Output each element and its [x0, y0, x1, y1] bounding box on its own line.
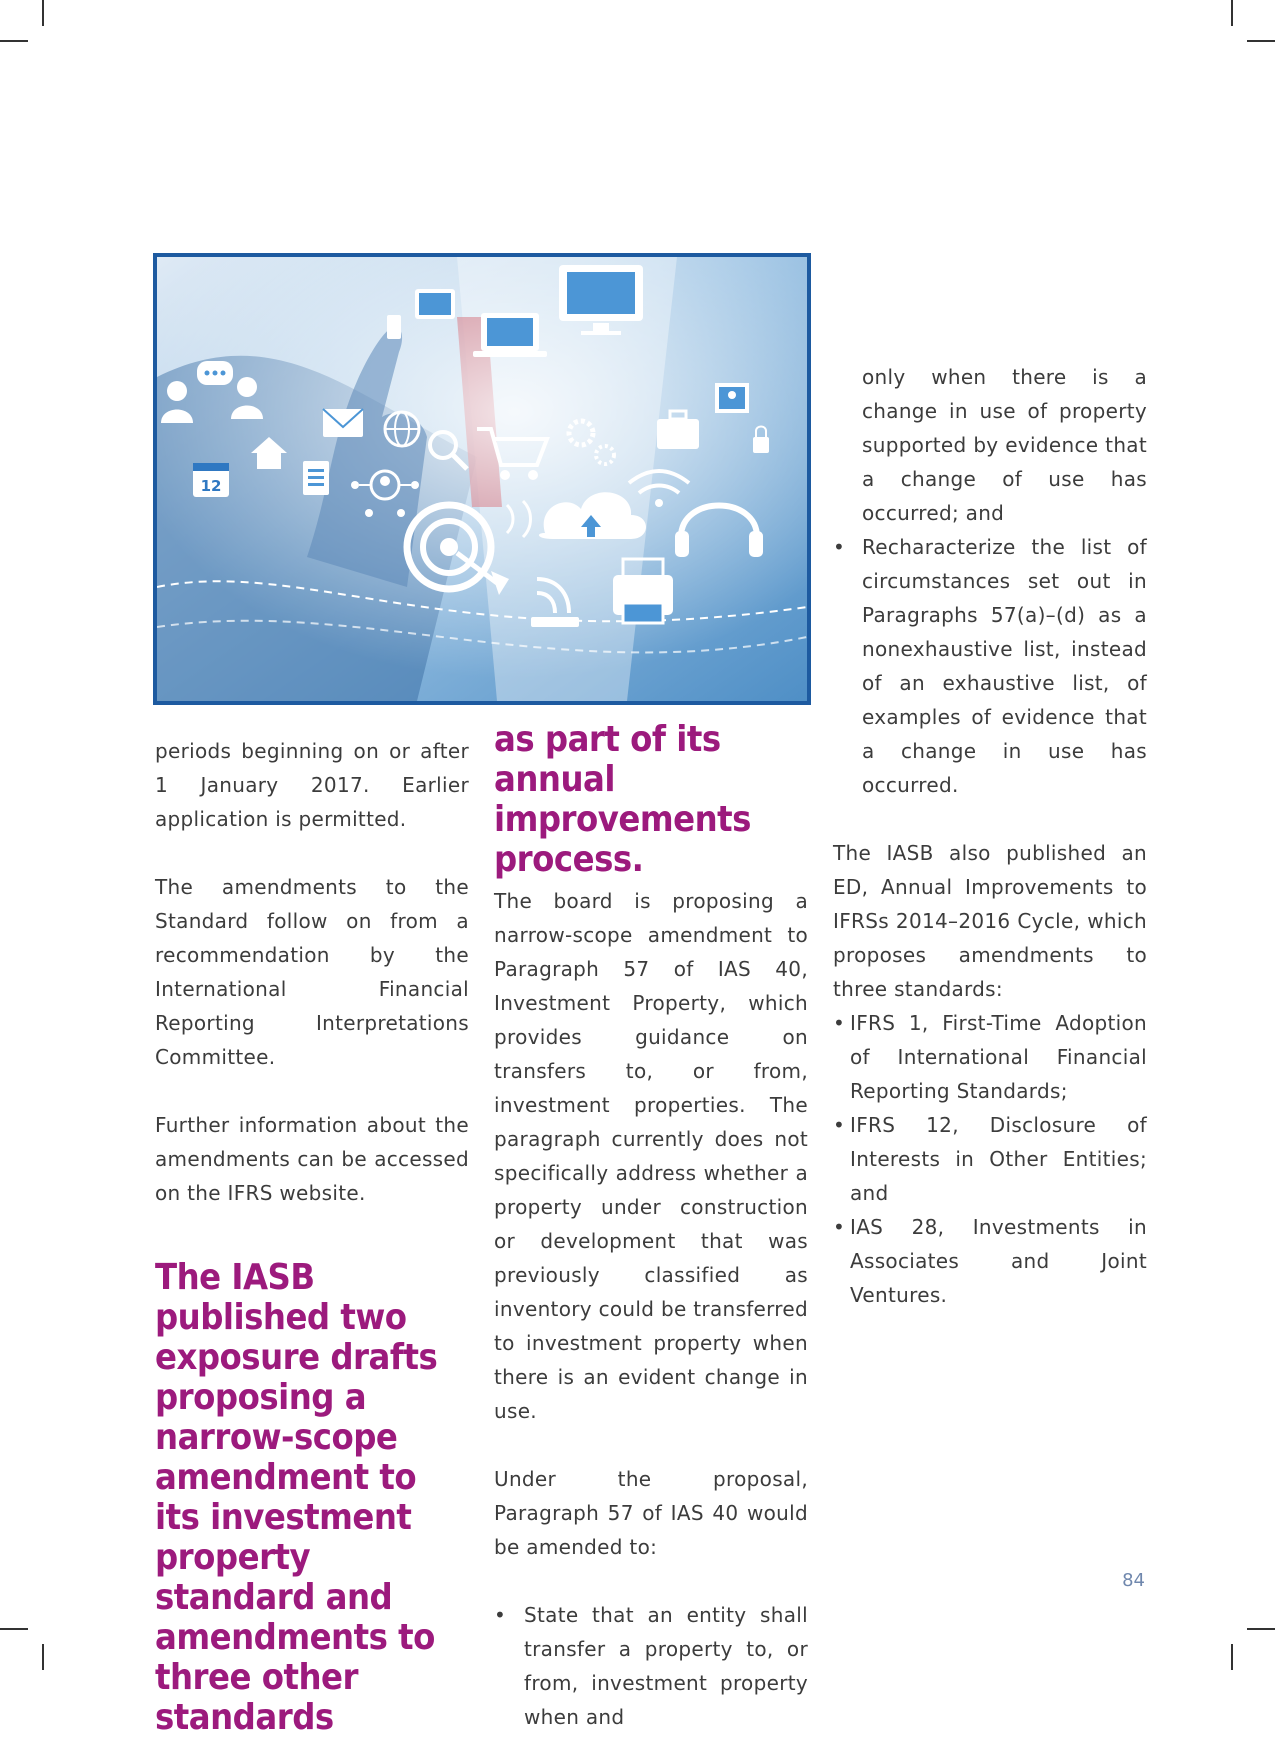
crop-mark [0, 40, 28, 42]
chat-icon [197, 361, 233, 385]
paragraph: The amendments to the Standard follow on from a recommendation by the International Financial Reporting Interpretations Committee. [155, 875, 469, 1069]
column-2 [494, 720, 808, 1734]
laptop-icon [473, 313, 547, 357]
list-item-continued: only when there is a change in use of property supported by evidence that a change of use has occurred; and [862, 365, 1147, 525]
crop-mark [1247, 40, 1275, 42]
calendar-icon [193, 463, 229, 497]
column-1 [155, 734, 469, 1738]
section-heading: The IASB published two exposure drafts proposing a narrow-scope amendment to its investment property standard and amendments to three other standards [155, 1257, 438, 1738]
paragraph: Further information about the amendments can be accessed on the IFRS website. [155, 1113, 469, 1205]
crop-mark [1247, 1628, 1275, 1630]
photo-icon [715, 383, 749, 413]
list-item: • IFRS 12, Disclosure of Interests in Other Entities; and [833, 1113, 1147, 1205]
section-heading-continued: as part of its annual improvements process. [494, 719, 751, 880]
list-item: • State that an entity shall transfer a property to, or from, investment property when and [494, 1603, 808, 1729]
crop-mark [42, 1644, 44, 1670]
tablet-icon [415, 289, 455, 319]
list-item: • IAS 28, Investments in Associates and Joint Ventures. [833, 1215, 1147, 1307]
crop-mark [42, 0, 44, 26]
crop-mark [0, 1628, 28, 1630]
document-icon [303, 461, 329, 495]
phone-icon [387, 315, 401, 339]
svg-text:12: 12 [200, 477, 222, 495]
list-item: • Recharacterize the list of circumstances set out in Paragraphs 57(a)–(d) as a nonexhaustive list, instead of an exhaustive list, of examples of evidence that a change in use has occurred. [833, 535, 1147, 797]
column-3 [833, 360, 1147, 1312]
crop-mark [1231, 0, 1233, 26]
paragraph: The board is proposing a narrow-scope amendment to Paragraph 57 of IAS 40, Investment Property, which provides guidance on transfers to, or from, investment properties. The paragraph currently does not specifically address whether a property under construction or development that was previously classified as inventory could be transferred to investment property when there is an evident change in use. [494, 889, 808, 1423]
page-number: 84 [1122, 1570, 1145, 1591]
mail-icon [323, 409, 363, 437]
list-item: • IFRS 1, First-Time Adoption of International Financial Reporting Standards; [833, 1011, 1147, 1103]
paragraph: Under the proposal, Paragraph 57 of IAS 40 would be amended to: [494, 1467, 808, 1559]
hero-image [153, 253, 811, 705]
crop-mark [1231, 1644, 1233, 1670]
paragraph: periods beginning on or after 1 January 2017. Earlier application is permitted. [155, 739, 469, 831]
paragraph: The IASB also published an ED, Annual Improvements to IFRSs 2014–2016 Cycle, which proposes amendments to three standards: [833, 841, 1147, 1001]
